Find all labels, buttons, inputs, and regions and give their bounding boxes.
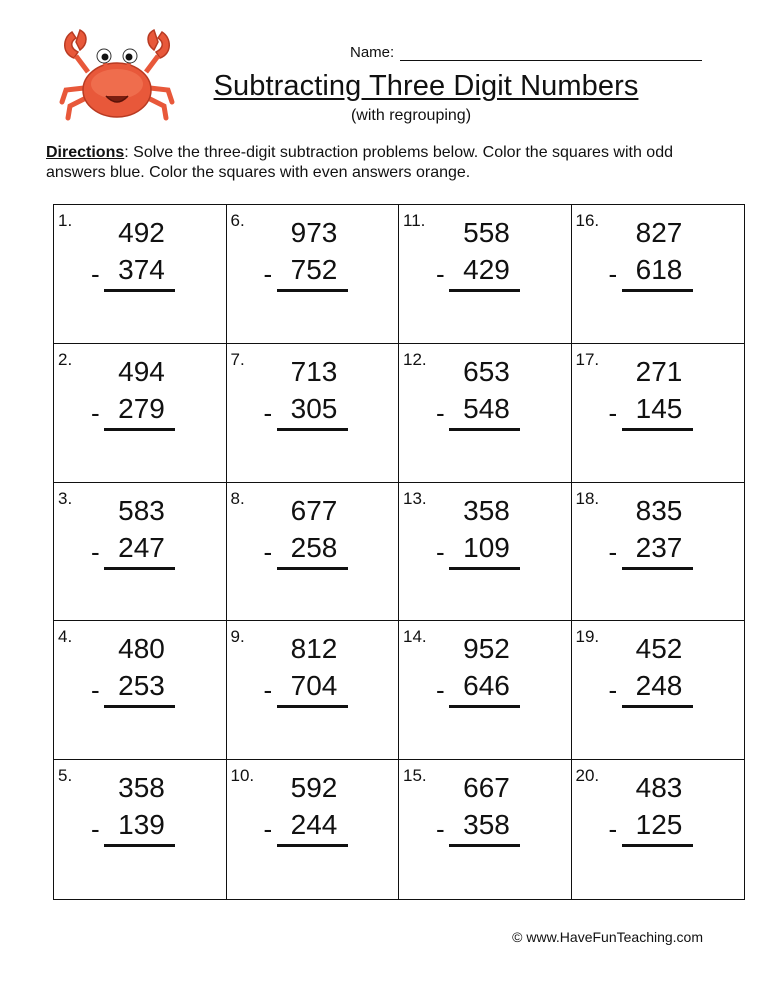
subtrahend <box>54 393 226 425</box>
minus-sign: - <box>91 536 100 567</box>
subtrahend-value: 374 <box>118 254 165 285</box>
answer-line <box>104 289 175 292</box>
minuend <box>227 217 399 249</box>
minuend-value: 492 <box>118 217 165 248</box>
minus-sign: - <box>263 675 273 706</box>
problem-number: 17. <box>575 349 600 369</box>
subtrahend <box>572 532 744 564</box>
problem-cell[interactable] <box>54 205 227 344</box>
subtrahend <box>54 809 226 841</box>
subtrahend <box>399 254 571 286</box>
minuend-value: 558 <box>463 217 510 248</box>
minuend <box>572 356 744 388</box>
minuend-value: 713 <box>290 355 338 387</box>
minus-sign: - <box>436 536 445 567</box>
subtrahend-value: 305 <box>290 392 338 424</box>
minus-sign: - <box>608 675 618 706</box>
minus-sign: - <box>608 814 618 845</box>
problem-number: 16. <box>575 211 600 230</box>
subtrahend-value: 253 <box>118 670 165 702</box>
subtrahend-value: 704 <box>290 670 338 702</box>
answer-line <box>104 567 175 570</box>
problem-number: 19. <box>575 627 600 647</box>
problem-cell[interactable] <box>572 621 745 760</box>
subtrahend-value: 244 <box>290 809 338 841</box>
answer-line <box>104 428 175 431</box>
minus-sign: - <box>436 675 445 706</box>
subtrahend-value: 237 <box>635 531 683 563</box>
subtrahend-value: 145 <box>635 392 683 424</box>
answer-line <box>104 844 175 847</box>
subtrahend-value: 429 <box>463 254 510 285</box>
problem-number: 4. <box>58 627 73 647</box>
directions <box>46 143 736 183</box>
answer-line <box>622 844 693 847</box>
minus-sign: - <box>436 814 445 845</box>
directions-text: : Solve the three-digit subtraction problems below. Color the squares with odd answers blue. Color the squares with even answers orange. <box>46 144 673 181</box>
problem-grid <box>53 204 745 900</box>
subtrahend <box>399 809 571 841</box>
problem-cell[interactable] <box>54 621 227 760</box>
subtrahend-value: 247 <box>118 531 165 563</box>
minuend-value: 452 <box>635 633 683 665</box>
problem-cell[interactable] <box>227 483 400 622</box>
minus-sign: - <box>263 536 273 567</box>
name-label: Name: <box>350 44 395 61</box>
subtrahend-value: 358 <box>463 809 510 841</box>
minuend <box>227 633 399 665</box>
minuend-value: 358 <box>118 772 165 804</box>
subtrahend <box>227 670 399 702</box>
problem-cell[interactable] <box>227 344 400 483</box>
minuend-value: 271 <box>635 355 683 387</box>
minus-sign: - <box>263 397 273 428</box>
subtrahend-value: 109 <box>463 531 510 563</box>
answer-line <box>622 705 693 708</box>
page-title: Subtracting Three Digit Numbers <box>213 70 639 102</box>
minuend-value: 973 <box>290 217 338 248</box>
minuend-value: 592 <box>290 772 338 804</box>
problem-cell[interactable] <box>399 760 572 899</box>
problem-number: 20. <box>575 766 600 786</box>
answer-line <box>622 289 693 292</box>
problem-cell[interactable] <box>572 760 745 899</box>
problem-number: 1. <box>58 211 73 230</box>
problem-number: 15. <box>403 766 427 786</box>
minus-sign: - <box>608 536 618 567</box>
subtrahend-value: 548 <box>463 392 510 424</box>
minus-sign: - <box>608 397 618 428</box>
minuend <box>54 633 226 665</box>
subtrahend <box>227 254 399 286</box>
problem-cell[interactable] <box>54 483 227 622</box>
minuend <box>54 772 226 804</box>
problem-cell[interactable] <box>399 344 572 483</box>
problem-number: 9. <box>230 627 245 647</box>
minuend-value: 667 <box>463 772 510 804</box>
subtrahend-value: 618 <box>635 254 683 285</box>
page-subtitle: (with regrouping) <box>350 107 472 124</box>
problem-cell[interactable] <box>54 760 227 899</box>
answer-line <box>449 428 520 431</box>
subtrahend-value: 258 <box>290 531 338 563</box>
minus-sign: - <box>91 814 100 845</box>
minuend-value: 358 <box>463 494 510 526</box>
minus-sign: - <box>436 259 445 289</box>
copyright-footer: © www.HaveFunTeaching.com <box>512 929 703 945</box>
subtrahend <box>54 254 226 286</box>
problem-number: 8. <box>230 488 245 508</box>
answer-line <box>277 705 348 708</box>
problem-number: 7. <box>230 349 245 369</box>
directions-label: Directions <box>46 144 125 161</box>
subtrahend <box>572 670 744 702</box>
subtrahend <box>572 393 744 425</box>
minuend <box>227 356 399 388</box>
minuend-value: 827 <box>635 217 683 248</box>
problem-number: 13. <box>403 488 427 508</box>
answer-line <box>449 289 520 292</box>
minuend <box>572 633 744 665</box>
subtrahend <box>572 809 744 841</box>
minuend <box>227 495 399 527</box>
subtrahend-value: 139 <box>118 809 165 841</box>
problem-cell[interactable] <box>227 621 400 760</box>
minuend <box>54 217 226 249</box>
problem-number: 11. <box>403 211 426 230</box>
subtrahend <box>227 532 399 564</box>
problem-cell[interactable] <box>54 344 227 483</box>
minuend <box>572 217 744 249</box>
minuend-value: 583 <box>118 494 165 526</box>
minuend <box>227 772 399 804</box>
subtrahend <box>572 254 744 286</box>
minuend-value: 653 <box>463 355 510 387</box>
answer-line <box>277 567 348 570</box>
minuend <box>572 772 744 804</box>
minus-sign: - <box>608 259 618 289</box>
name-field[interactable] <box>350 44 702 61</box>
name-line[interactable] <box>400 44 702 61</box>
subtrahend <box>399 532 571 564</box>
subtrahend-value: 125 <box>635 809 683 841</box>
answer-line <box>449 567 520 570</box>
answer-line <box>104 705 175 708</box>
problem-number: 10. <box>230 766 255 786</box>
minuend <box>399 633 571 665</box>
minuend-value: 480 <box>118 633 165 665</box>
problem-number: 2. <box>58 349 73 369</box>
minuend-value: 494 <box>118 355 165 387</box>
minuend <box>399 217 571 249</box>
problem-cell[interactable] <box>572 205 745 344</box>
minus-sign: - <box>436 397 445 428</box>
minus-sign: - <box>263 259 273 289</box>
subtrahend <box>54 532 226 564</box>
minuend-value: 812 <box>290 633 338 665</box>
problem-number: 18. <box>575 488 600 508</box>
minuend-value: 835 <box>635 494 683 526</box>
problem-number: 6. <box>230 211 245 230</box>
problem-cell[interactable] <box>227 205 400 344</box>
problem-number: 3. <box>58 488 73 508</box>
problem-cell[interactable] <box>227 760 400 899</box>
problem-cell[interactable] <box>399 205 572 344</box>
minuend <box>54 356 226 388</box>
minuend-value: 483 <box>635 772 683 804</box>
problem-cell[interactable] <box>399 483 572 622</box>
subtrahend-value: 752 <box>290 254 338 285</box>
subtrahend <box>399 393 571 425</box>
answer-line <box>277 428 348 431</box>
minuend <box>399 495 571 527</box>
subtrahend <box>54 670 226 702</box>
minuend <box>54 495 226 527</box>
problem-number: 14. <box>403 627 427 647</box>
answer-line <box>277 289 348 292</box>
answer-line <box>449 705 520 708</box>
subtrahend-value: 279 <box>118 392 165 424</box>
subtrahend <box>227 809 399 841</box>
subtrahend-value: 646 <box>463 670 510 702</box>
minuend-value: 952 <box>463 633 510 665</box>
answer-line <box>622 428 693 431</box>
minuend <box>572 495 744 527</box>
problem-cell[interactable] <box>572 483 745 622</box>
answer-line <box>449 844 520 847</box>
minuend <box>399 772 571 804</box>
problem-cell[interactable] <box>572 344 745 483</box>
subtrahend-value: 248 <box>635 670 683 702</box>
minus-sign: - <box>91 397 100 428</box>
minuend-value: 677 <box>290 494 338 526</box>
problem-number: 5. <box>58 766 73 786</box>
answer-line <box>277 844 348 847</box>
minus-sign: - <box>263 814 273 845</box>
subtrahend <box>227 393 399 425</box>
minus-sign: - <box>91 259 100 289</box>
problem-cell[interactable] <box>399 621 572 760</box>
answer-line <box>622 567 693 570</box>
problem-number: 12. <box>403 349 427 369</box>
minus-sign: - <box>91 675 100 706</box>
subtrahend <box>399 670 571 702</box>
minuend <box>399 356 571 388</box>
